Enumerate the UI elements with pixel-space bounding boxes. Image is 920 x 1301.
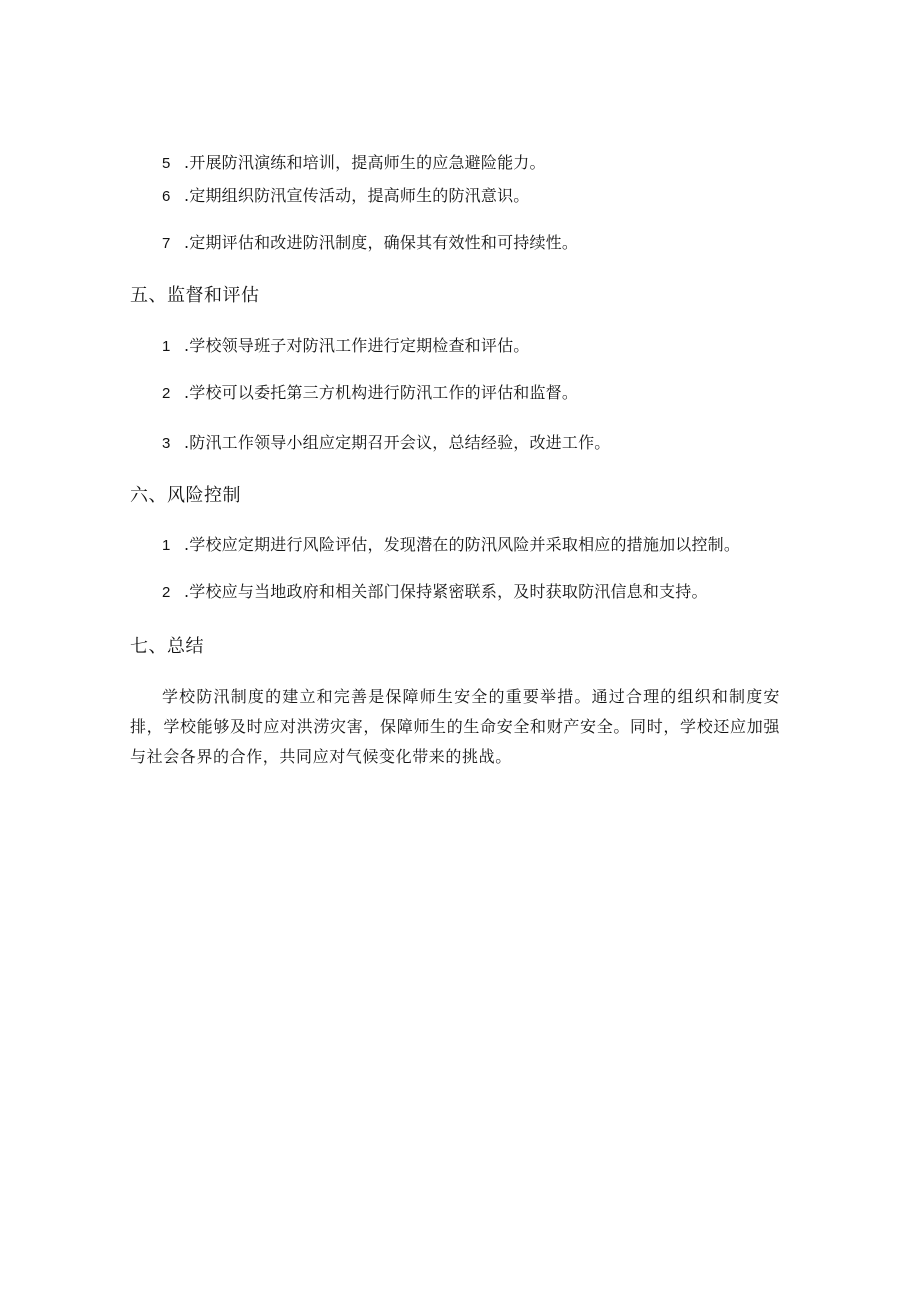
item-number: 5 <box>162 155 171 172</box>
section-heading: 六、风险控制 <box>130 485 241 506</box>
section-heading: 七、总结 <box>130 636 204 657</box>
list-item <box>162 382 578 405</box>
list-item <box>162 185 530 208</box>
item-text: .学校可以委托第三方机构进行防汛工作的评估和监督。 <box>184 383 579 402</box>
item-text: .学校应与当地政府和相关部门保持紧密联系，及时获取防汛信息和支持。 <box>184 582 708 601</box>
item-number: 1 <box>162 338 171 355</box>
item-text: .开展防汛演练和培训，提高师生的应急避险能力。 <box>184 153 546 172</box>
item-number: 6 <box>162 188 171 205</box>
list-item <box>162 152 546 175</box>
item-text: .学校应定期进行风险评估，发现潜在的防汛风险并采取相应的措施加以控制。 <box>184 535 741 554</box>
list-item <box>162 432 611 455</box>
item-number: 2 <box>162 584 171 601</box>
item-text: .定期评估和改进防汛制度，确保其有效性和可持续性。 <box>184 233 579 252</box>
item-text: .学校领导班子对防汛工作进行定期检查和评估。 <box>184 336 530 355</box>
summary-paragraph: 学校防汛制度的建立和完善是保障师生安全的重要举措。通过合理的组织和制度安排，学校能够及时应对洪涝灾害，保障师生的生命安全和财产安全。同时，学校还应加强与社会各界的合作，共同应对气候变化带来的挑战。 <box>130 687 780 766</box>
list-item <box>162 232 578 255</box>
list-item <box>162 534 740 557</box>
item-number: 1 <box>162 537 171 554</box>
list-item <box>162 581 708 604</box>
list-item <box>162 335 530 358</box>
item-text: .防汛工作领导小组应定期召开会议，总结经验，改进工作。 <box>184 433 611 452</box>
item-number: 3 <box>162 435 171 452</box>
item-number: 7 <box>162 235 171 252</box>
item-number: 2 <box>162 385 171 402</box>
section-heading: 五、监督和评估 <box>130 285 260 306</box>
item-text: .定期组织防汛宣传活动，提高师生的防汛意识。 <box>184 186 530 205</box>
